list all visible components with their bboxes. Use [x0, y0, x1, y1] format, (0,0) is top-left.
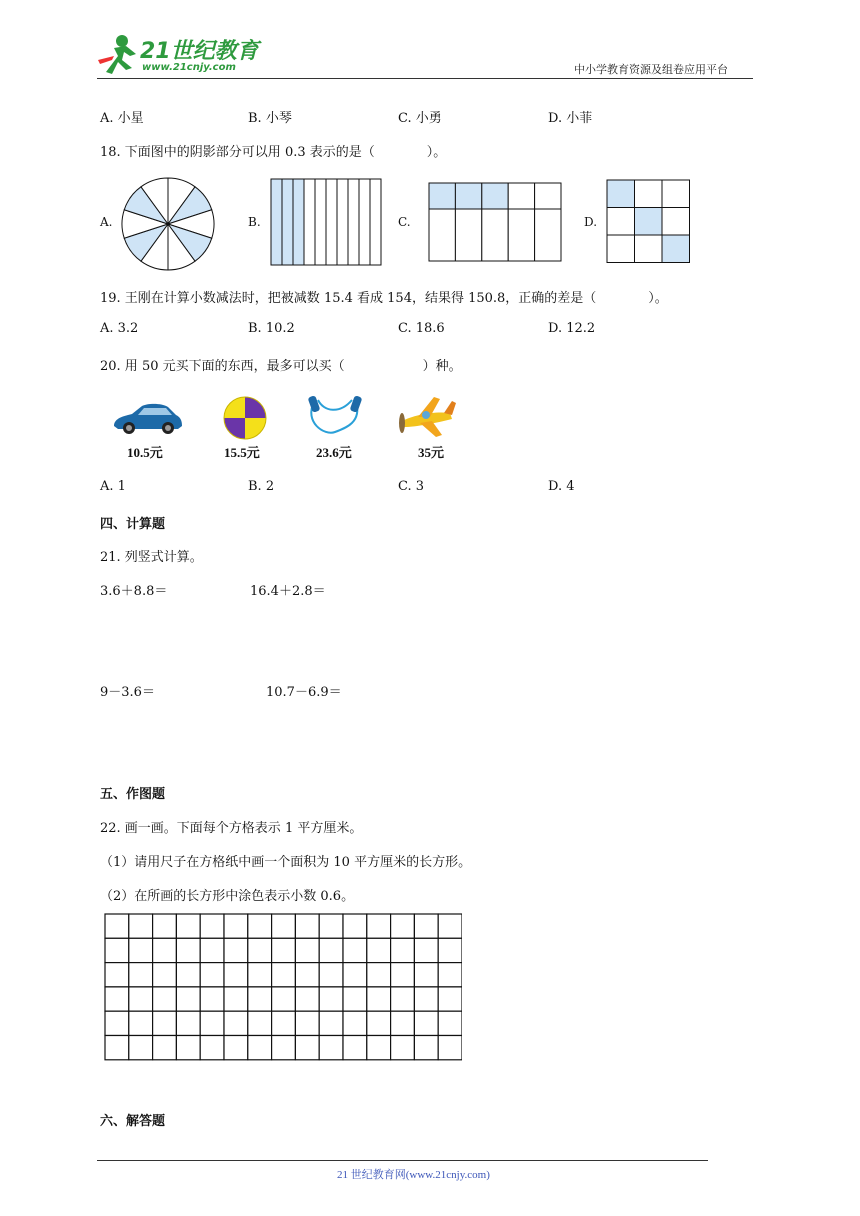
grid-paper-cell	[391, 914, 415, 938]
jump-rope-icon	[304, 392, 366, 440]
grid-paper-cell	[272, 1011, 296, 1035]
grid-paper-cell	[129, 938, 153, 962]
grid-paper-cell	[295, 987, 319, 1011]
grid-paper-cell	[414, 1036, 438, 1060]
rect-bottom-cell	[429, 209, 455, 261]
strip-cell	[326, 179, 337, 265]
grid-paper-cell	[272, 938, 296, 962]
logo-text: 21世纪教育	[140, 39, 259, 64]
q20-option-c: C. 3	[398, 479, 425, 494]
grid-paper-cell	[367, 914, 391, 938]
strip-cell	[370, 179, 381, 265]
grid-paper-cell	[248, 987, 272, 1011]
grid-paper-cell	[367, 963, 391, 987]
grid-paper-cell	[414, 914, 438, 938]
rect-bottom-cell	[482, 209, 508, 261]
grid-d-cell	[662, 208, 690, 236]
grid-paper-cell	[129, 1036, 153, 1060]
footer-rule	[97, 1160, 708, 1161]
grid-paper-cell	[343, 963, 367, 987]
grid-paper-cell	[153, 1011, 177, 1035]
grid-paper-cell	[176, 914, 200, 938]
grid-paper-cell	[129, 914, 153, 938]
grid-d-cell	[662, 235, 690, 263]
grid-paper-cell	[248, 963, 272, 987]
expr-4: 10.7－6.9＝	[266, 685, 342, 700]
grid-paper-cell	[176, 963, 200, 987]
expr-2: 16.4＋2.8＝	[250, 584, 326, 599]
grid-paper-cell	[343, 1011, 367, 1035]
grid-paper-cell	[105, 938, 129, 962]
q17-option-d: D. 小菲	[548, 111, 593, 126]
grid-paper-cell	[224, 914, 248, 938]
grid-paper-cell	[176, 1011, 200, 1035]
grid-paper-cell	[391, 1011, 415, 1035]
rect-top-cell	[508, 183, 534, 209]
grid-paper-cell	[200, 1011, 224, 1035]
q19-option-b: B. 10.2	[248, 321, 295, 336]
grid-paper-cell	[414, 938, 438, 962]
logo-url: www.21cnjy.com	[142, 62, 236, 73]
section4-title: 四、计算题	[100, 517, 166, 532]
q17-option-c: C. 小勇	[398, 111, 442, 126]
grid-paper-cell	[343, 938, 367, 962]
grid-paper-cell	[129, 1011, 153, 1035]
grid-paper-cell	[295, 914, 319, 938]
q18-label-d: D.	[584, 215, 598, 229]
q17-option-a: A. 小星	[100, 111, 144, 126]
grid-paper-cell	[200, 987, 224, 1011]
grid-paper-cell	[224, 987, 248, 1011]
q18-figure-c-rect	[428, 182, 562, 262]
grid-paper-cell	[414, 1011, 438, 1035]
q21-question: 21. 列竖式计算。	[100, 550, 203, 565]
q18-label-c: C.	[398, 215, 411, 229]
grid-paper-cell	[438, 914, 462, 938]
grid-d-cell	[635, 180, 663, 208]
q18-figure-b-strips	[270, 178, 384, 266]
strip-cell	[282, 179, 293, 265]
grid-paper-cell	[272, 914, 296, 938]
rect-top-cell	[429, 183, 455, 209]
grid-paper-cell	[153, 914, 177, 938]
grid-paper-cell	[414, 963, 438, 987]
grid-paper-cell	[438, 987, 462, 1011]
grid-paper-cell	[367, 938, 391, 962]
q20-question: 20. 用 50 元买下面的东西，最多可以买（ ）种。	[100, 359, 462, 374]
grid-paper-cell	[319, 963, 343, 987]
price-jump-rope: 23.6元	[316, 445, 352, 460]
grid-paper-cell	[105, 987, 129, 1011]
strip-cell	[315, 179, 326, 265]
section6-title: 六、解答题	[100, 1114, 166, 1129]
strip-cell	[271, 179, 282, 265]
grid-paper-cell	[153, 938, 177, 962]
grid-paper-cell	[391, 938, 415, 962]
grid-paper-cell	[200, 963, 224, 987]
grid-paper-cell	[295, 938, 319, 962]
q18-label-b: B.	[248, 215, 261, 229]
grid-paper-cell	[319, 914, 343, 938]
header-right-text: 中小学教育资源及组卷应用平台	[574, 63, 728, 76]
price-toy-plane: 35元	[418, 445, 445, 460]
car-icon	[110, 398, 184, 438]
grid-paper-cell	[438, 1011, 462, 1035]
q17-option-b: B. 小琴	[248, 111, 292, 126]
grid-paper-cell	[272, 963, 296, 987]
grid-paper-cell	[391, 1036, 415, 1060]
q18-label-a: A.	[100, 215, 113, 229]
q20-option-d: D. 4	[548, 479, 575, 494]
grid-paper-cell	[295, 1011, 319, 1035]
grid-paper-cell	[272, 987, 296, 1011]
grid-paper-cell	[105, 1036, 129, 1060]
grid-paper-cell	[414, 987, 438, 1011]
rect-top-cell	[535, 183, 561, 209]
toy-plane-icon	[394, 391, 458, 443]
grid-d-cell	[607, 180, 635, 208]
grid-d-cell	[607, 235, 635, 263]
grid-paper-cell	[129, 963, 153, 987]
q22-question: 22. 画一画。下面每个方格表示 1 平方厘米。	[100, 821, 363, 836]
price-ball: 15.5元	[224, 445, 260, 460]
grid-paper-cell	[224, 938, 248, 962]
grid-paper-cell	[295, 963, 319, 987]
grid-paper-cell	[319, 938, 343, 962]
rect-top-cell	[455, 183, 481, 209]
q20-option-a: A. 1	[100, 479, 126, 494]
grid-paper-cell	[438, 938, 462, 962]
q22-sub2: （2）在所画的长方形中涂色表示小数 0.6。	[100, 889, 355, 904]
strip-cell	[359, 179, 370, 265]
q18-question: 18. 下面图中的阴影部分可以用 0.3 表示的是（ ）。	[100, 145, 447, 160]
grid-paper-cell	[129, 987, 153, 1011]
grid-d-cell	[607, 208, 635, 236]
grid-paper-cell	[200, 914, 224, 938]
grid-d-cell	[662, 180, 690, 208]
q19-option-c: C. 18.6	[398, 321, 445, 336]
grid-paper-cell	[391, 963, 415, 987]
grid-paper-cell	[224, 1011, 248, 1035]
grid-paper-cell	[343, 914, 367, 938]
q19-option-d: D. 12.2	[548, 321, 596, 336]
grid-paper-cell	[319, 1011, 343, 1035]
price-car: 10.5元	[127, 445, 163, 460]
square-grid-paper[interactable]	[104, 913, 462, 1061]
grid-paper-cell	[105, 1011, 129, 1035]
q20-option-b: B. 2	[248, 479, 275, 494]
grid-paper-cell	[248, 914, 272, 938]
strip-cell	[293, 179, 304, 265]
rect-bottom-cell	[535, 209, 561, 261]
q19-question: 19. 王刚在计算小数减法时，把被减数 15.4 看成 154，结果得 150.8，正确的差是（ ）。	[100, 291, 668, 306]
grid-paper-cell	[367, 987, 391, 1011]
grid-paper-cell	[319, 987, 343, 1011]
strip-cell	[348, 179, 359, 265]
grid-paper-cell	[367, 1011, 391, 1035]
grid-paper-cell	[200, 1036, 224, 1060]
grid-paper-cell	[343, 987, 367, 1011]
grid-paper-cell	[367, 1036, 391, 1060]
grid-paper-cell	[248, 1011, 272, 1035]
grid-paper-cell	[105, 914, 129, 938]
rect-bottom-cell	[455, 209, 481, 261]
grid-paper-cell	[153, 963, 177, 987]
grid-paper-cell	[176, 938, 200, 962]
grid-paper-cell	[438, 963, 462, 987]
strip-cell	[304, 179, 315, 265]
grid-paper-cell	[176, 1036, 200, 1060]
grid-paper-cell	[295, 1036, 319, 1060]
grid-d-cell	[635, 235, 663, 263]
q19-option-a: A. 3.2	[100, 321, 139, 336]
q18-figure-d-grid	[606, 179, 692, 264]
footer-text: 21 世纪教育网(www.21cnjy.com)	[337, 1169, 490, 1181]
grid-paper-cell	[438, 1036, 462, 1060]
grid-paper-cell	[224, 963, 248, 987]
grid-paper-cell	[343, 1036, 367, 1060]
grid-paper-cell	[224, 1036, 248, 1060]
grid-d-cell	[635, 208, 663, 236]
grid-paper-cell	[248, 1036, 272, 1060]
q22-sub1: （1）请用尺子在方格纸中画一个面积为 10 平方厘米的长方形。	[100, 855, 472, 870]
grid-paper-cell	[200, 938, 224, 962]
grid-paper-cell	[176, 987, 200, 1011]
header-rule	[97, 78, 753, 79]
grid-paper-cell	[248, 938, 272, 962]
grid-paper-cell	[272, 1036, 296, 1060]
rect-top-cell	[482, 183, 508, 209]
rect-bottom-cell	[508, 209, 534, 261]
expr-1: 3.6＋8.8＝	[100, 584, 168, 599]
expr-3: 9－3.6＝	[100, 685, 155, 700]
grid-paper-cell	[391, 987, 415, 1011]
grid-paper-cell	[105, 963, 129, 987]
header-logo	[92, 32, 262, 78]
grid-paper-cell	[153, 987, 177, 1011]
grid-paper-cell	[153, 1036, 177, 1060]
q18-figure-a-circle	[119, 175, 217, 273]
section5-title: 五、作图题	[100, 787, 166, 802]
grid-paper-cell	[319, 1036, 343, 1060]
strip-cell	[337, 179, 348, 265]
ball-icon	[222, 395, 268, 441]
